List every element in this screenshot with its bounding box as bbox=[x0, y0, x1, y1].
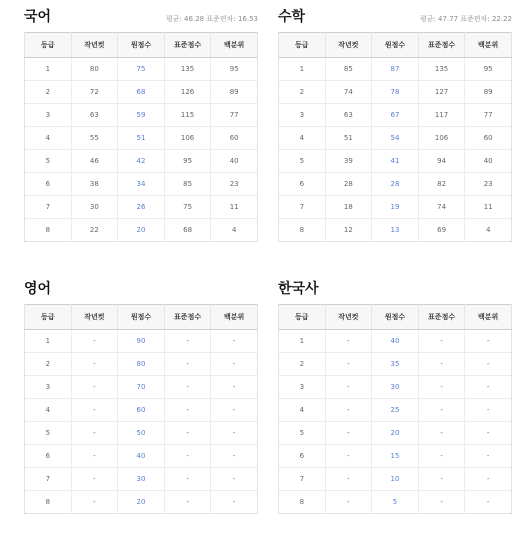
percentile-cell: 95 bbox=[211, 58, 258, 81]
last-year-cut-cell: - bbox=[71, 330, 118, 353]
column-header-grade: 등급 bbox=[25, 33, 72, 58]
panel-header bbox=[278, 4, 512, 26]
last-year-cut-cell: 80 bbox=[71, 58, 118, 81]
last-year-cut-cell: - bbox=[325, 376, 372, 399]
percentile-cell: - bbox=[465, 330, 512, 353]
raw-score-cell: 20 bbox=[118, 219, 165, 242]
percentile-cell: 77 bbox=[211, 104, 258, 127]
standard-score-cell: 135 bbox=[418, 58, 465, 81]
standard-score-cell: - bbox=[164, 445, 211, 468]
grade-cell: 6 bbox=[25, 445, 72, 468]
percentile-cell: 95 bbox=[465, 58, 512, 81]
last-year-cut-cell: 18 bbox=[325, 196, 372, 219]
english-panel bbox=[24, 276, 258, 514]
grade-cell: 4 bbox=[279, 399, 326, 422]
percentile-cell: - bbox=[211, 468, 258, 491]
stats-summary: 평균: 46.28 표준편차: 16.53 bbox=[165, 15, 258, 23]
grade-cell: 2 bbox=[25, 81, 72, 104]
raw-score-cell: 28 bbox=[372, 173, 419, 196]
grade-cell: 6 bbox=[279, 445, 326, 468]
raw-score-cell: 78 bbox=[372, 81, 419, 104]
table-header-row bbox=[279, 33, 512, 58]
percentile-cell: - bbox=[211, 422, 258, 445]
standard-score-cell: 127 bbox=[418, 81, 465, 104]
table-row bbox=[25, 330, 258, 353]
column-header-standard-score: 표준점수 bbox=[418, 305, 465, 330]
table-row bbox=[279, 330, 512, 353]
table-row bbox=[279, 399, 512, 422]
table-row bbox=[279, 219, 512, 242]
grade-cell: 1 bbox=[279, 58, 326, 81]
percentile-cell: - bbox=[211, 491, 258, 514]
raw-score-cell: 40 bbox=[372, 330, 419, 353]
column-header-percentile: 백분위 bbox=[211, 305, 258, 330]
table-row bbox=[25, 104, 258, 127]
last-year-cut-cell: - bbox=[325, 353, 372, 376]
raw-score-cell: 13 bbox=[372, 219, 419, 242]
table-header-row bbox=[279, 305, 512, 330]
grade-cell: 8 bbox=[25, 491, 72, 514]
subject-title: 영어 bbox=[24, 281, 52, 297]
table-header-row bbox=[25, 305, 258, 330]
korean-panel bbox=[24, 4, 258, 242]
table-row bbox=[279, 173, 512, 196]
last-year-cut-cell: - bbox=[325, 422, 372, 445]
last-year-cut-cell: 22 bbox=[71, 219, 118, 242]
percentile-cell: - bbox=[465, 353, 512, 376]
table-row bbox=[25, 422, 258, 445]
grade-cell: 7 bbox=[279, 468, 326, 491]
raw-score-cell: 80 bbox=[118, 353, 165, 376]
grade-cell: 2 bbox=[25, 353, 72, 376]
raw-score-cell: 50 bbox=[118, 422, 165, 445]
table-row bbox=[25, 376, 258, 399]
column-header-percentile: 백분위 bbox=[465, 33, 512, 58]
raw-score-cell: 68 bbox=[118, 81, 165, 104]
last-year-cut-cell: 72 bbox=[71, 81, 118, 104]
last-year-cut-cell: - bbox=[71, 422, 118, 445]
last-year-cut-cell: 12 bbox=[325, 219, 372, 242]
grade-table bbox=[278, 304, 512, 514]
standard-score-cell: - bbox=[418, 468, 465, 491]
grade-cell: 5 bbox=[279, 150, 326, 173]
last-year-cut-cell: 85 bbox=[325, 58, 372, 81]
standard-score-cell: - bbox=[418, 376, 465, 399]
standard-score-cell: 115 bbox=[164, 104, 211, 127]
standard-score-cell: - bbox=[164, 353, 211, 376]
raw-score-cell: 51 bbox=[118, 127, 165, 150]
raw-score-cell: 59 bbox=[118, 104, 165, 127]
percentile-cell: - bbox=[211, 330, 258, 353]
standard-score-cell: 106 bbox=[418, 127, 465, 150]
column-header-last-year-cut: 작년컷 bbox=[71, 33, 118, 58]
column-header-standard-score: 표준점수 bbox=[164, 305, 211, 330]
raw-score-cell: 42 bbox=[118, 150, 165, 173]
last-year-cut-cell: - bbox=[71, 399, 118, 422]
grade-cell: 4 bbox=[25, 399, 72, 422]
percentile-cell: 11 bbox=[465, 196, 512, 219]
grade-cell: 8 bbox=[279, 219, 326, 242]
grade-cell: 3 bbox=[25, 104, 72, 127]
last-year-cut-cell: - bbox=[71, 353, 118, 376]
last-year-cut-cell: 74 bbox=[325, 81, 372, 104]
raw-score-cell: 67 bbox=[372, 104, 419, 127]
raw-score-cell: 5 bbox=[372, 491, 419, 514]
standard-score-cell: 75 bbox=[164, 196, 211, 219]
raw-score-cell: 35 bbox=[372, 353, 419, 376]
grade-cell: 2 bbox=[279, 81, 326, 104]
raw-score-cell: 40 bbox=[118, 445, 165, 468]
percentile-cell: 77 bbox=[465, 104, 512, 127]
table-row bbox=[279, 104, 512, 127]
percentile-cell: 11 bbox=[211, 196, 258, 219]
raw-score-cell: 41 bbox=[372, 150, 419, 173]
standard-score-cell: 135 bbox=[164, 58, 211, 81]
last-year-cut-cell: 28 bbox=[325, 173, 372, 196]
table-row bbox=[279, 150, 512, 173]
table-row bbox=[279, 127, 512, 150]
standard-score-cell: 106 bbox=[164, 127, 211, 150]
raw-score-cell: 30 bbox=[372, 376, 419, 399]
table-row bbox=[25, 219, 258, 242]
grade-table bbox=[24, 304, 258, 514]
grade-table bbox=[278, 32, 512, 242]
column-header-raw-score: 원점수 bbox=[372, 33, 419, 58]
standard-score-cell: 95 bbox=[164, 150, 211, 173]
column-header-raw-score: 원점수 bbox=[118, 33, 165, 58]
raw-score-cell: 20 bbox=[118, 491, 165, 514]
percentile-cell: 23 bbox=[465, 173, 512, 196]
panel-header bbox=[24, 4, 258, 26]
last-year-cut-cell: 63 bbox=[71, 104, 118, 127]
column-header-grade: 등급 bbox=[279, 33, 326, 58]
standard-score-cell: 85 bbox=[164, 173, 211, 196]
raw-score-cell: 75 bbox=[118, 58, 165, 81]
grade-cell: 3 bbox=[279, 376, 326, 399]
grade-cell: 8 bbox=[279, 491, 326, 514]
stats-summary: 평균: 47.77 표준편차: 22.22 bbox=[419, 15, 512, 23]
standard-score-cell: - bbox=[164, 468, 211, 491]
last-year-cut-cell: 30 bbox=[71, 196, 118, 219]
raw-score-cell: 54 bbox=[372, 127, 419, 150]
last-year-cut-cell: - bbox=[325, 445, 372, 468]
last-year-cut-cell: - bbox=[325, 330, 372, 353]
percentile-cell: - bbox=[465, 445, 512, 468]
column-header-last-year-cut: 작년컷 bbox=[325, 33, 372, 58]
grade-cell: 3 bbox=[25, 376, 72, 399]
percentile-cell: - bbox=[465, 422, 512, 445]
last-year-cut-cell: - bbox=[325, 399, 372, 422]
column-header-last-year-cut: 작년컷 bbox=[71, 305, 118, 330]
standard-score-cell: - bbox=[418, 330, 465, 353]
column-header-standard-score: 표준점수 bbox=[418, 33, 465, 58]
subject-title: 한국사 bbox=[278, 281, 319, 297]
table-row bbox=[25, 150, 258, 173]
column-header-grade: 등급 bbox=[25, 305, 72, 330]
table-row bbox=[25, 491, 258, 514]
percentile-cell: 40 bbox=[465, 150, 512, 173]
percentile-cell: 23 bbox=[211, 173, 258, 196]
panel-header bbox=[278, 276, 512, 298]
raw-score-cell: 34 bbox=[118, 173, 165, 196]
math-panel bbox=[278, 4, 512, 242]
standard-score-cell: 126 bbox=[164, 81, 211, 104]
percentile-cell: - bbox=[211, 376, 258, 399]
standard-score-cell: 117 bbox=[418, 104, 465, 127]
standard-score-cell: - bbox=[164, 330, 211, 353]
raw-score-cell: 19 bbox=[372, 196, 419, 219]
table-row bbox=[279, 81, 512, 104]
percentile-cell: 40 bbox=[211, 150, 258, 173]
grade-cell: 4 bbox=[25, 127, 72, 150]
standard-score-cell: - bbox=[164, 422, 211, 445]
standard-score-cell: 68 bbox=[164, 219, 211, 242]
table-row bbox=[25, 173, 258, 196]
last-year-cut-cell: 55 bbox=[71, 127, 118, 150]
percentile-cell: - bbox=[465, 491, 512, 514]
subject-title: 국어 bbox=[24, 9, 52, 25]
table-row bbox=[25, 353, 258, 376]
korean-history-panel bbox=[278, 276, 512, 514]
table-row bbox=[279, 422, 512, 445]
grade-cell: 4 bbox=[279, 127, 326, 150]
percentile-cell: 60 bbox=[211, 127, 258, 150]
standard-score-cell: - bbox=[418, 445, 465, 468]
percentile-cell: 89 bbox=[211, 81, 258, 104]
raw-score-cell: 25 bbox=[372, 399, 419, 422]
table-row bbox=[279, 491, 512, 514]
last-year-cut-cell: - bbox=[71, 376, 118, 399]
standard-score-cell: - bbox=[164, 376, 211, 399]
standard-score-cell: 69 bbox=[418, 219, 465, 242]
percentile-cell: - bbox=[211, 353, 258, 376]
last-year-cut-cell: - bbox=[325, 468, 372, 491]
table-row bbox=[279, 353, 512, 376]
percentile-cell: 89 bbox=[465, 81, 512, 104]
percentile-cell: - bbox=[465, 468, 512, 491]
grade-cell: 3 bbox=[279, 104, 326, 127]
grade-cell: 8 bbox=[25, 219, 72, 242]
percentile-cell: - bbox=[465, 376, 512, 399]
percentile-cell: - bbox=[211, 399, 258, 422]
table-row bbox=[25, 445, 258, 468]
table-row bbox=[279, 376, 512, 399]
last-year-cut-cell: 46 bbox=[71, 150, 118, 173]
standard-score-cell: - bbox=[164, 491, 211, 514]
grade-cell: 5 bbox=[25, 422, 72, 445]
standard-score-cell: 94 bbox=[418, 150, 465, 173]
standard-score-cell: - bbox=[418, 353, 465, 376]
subject-title: 수학 bbox=[278, 9, 306, 25]
last-year-cut-cell: - bbox=[71, 468, 118, 491]
table-header-row bbox=[25, 33, 258, 58]
table-row bbox=[25, 399, 258, 422]
grade-table bbox=[24, 32, 258, 242]
standard-score-cell: - bbox=[418, 399, 465, 422]
percentile-cell: - bbox=[465, 399, 512, 422]
grade-cell: 1 bbox=[25, 330, 72, 353]
last-year-cut-cell: 38 bbox=[71, 173, 118, 196]
percentile-cell: 4 bbox=[211, 219, 258, 242]
last-year-cut-cell: - bbox=[71, 491, 118, 514]
table-row bbox=[25, 127, 258, 150]
table-row bbox=[279, 58, 512, 81]
raw-score-cell: 20 bbox=[372, 422, 419, 445]
grade-cell: 6 bbox=[25, 173, 72, 196]
percentile-cell: 60 bbox=[465, 127, 512, 150]
raw-score-cell: 30 bbox=[118, 468, 165, 491]
raw-score-cell: 70 bbox=[118, 376, 165, 399]
standard-score-cell: - bbox=[418, 422, 465, 445]
raw-score-cell: 26 bbox=[118, 196, 165, 219]
standard-score-cell: 82 bbox=[418, 173, 465, 196]
last-year-cut-cell: 51 bbox=[325, 127, 372, 150]
raw-score-cell: 90 bbox=[118, 330, 165, 353]
standard-score-cell: 74 bbox=[418, 196, 465, 219]
grade-cell: 7 bbox=[25, 468, 72, 491]
grade-cell: 7 bbox=[279, 196, 326, 219]
last-year-cut-cell: 39 bbox=[325, 150, 372, 173]
table-row bbox=[25, 196, 258, 219]
raw-score-cell: 10 bbox=[372, 468, 419, 491]
column-header-raw-score: 원점수 bbox=[372, 305, 419, 330]
column-header-last-year-cut: 작년컷 bbox=[325, 305, 372, 330]
raw-score-cell: 60 bbox=[118, 399, 165, 422]
grade-cell: 5 bbox=[279, 422, 326, 445]
standard-score-cell: - bbox=[164, 399, 211, 422]
standard-score-cell: - bbox=[418, 491, 465, 514]
grade-cell: 6 bbox=[279, 173, 326, 196]
last-year-cut-cell: 63 bbox=[325, 104, 372, 127]
grade-cell: 5 bbox=[25, 150, 72, 173]
grade-cell: 1 bbox=[279, 330, 326, 353]
last-year-cut-cell: - bbox=[325, 491, 372, 514]
column-header-grade: 등급 bbox=[279, 305, 326, 330]
table-row bbox=[279, 445, 512, 468]
table-row bbox=[279, 468, 512, 491]
column-header-percentile: 백분위 bbox=[465, 305, 512, 330]
raw-score-cell: 15 bbox=[372, 445, 419, 468]
panel-header bbox=[24, 276, 258, 298]
column-header-standard-score: 표준점수 bbox=[164, 33, 211, 58]
percentile-cell: - bbox=[211, 445, 258, 468]
raw-score-cell: 87 bbox=[372, 58, 419, 81]
table-row bbox=[25, 58, 258, 81]
last-year-cut-cell: - bbox=[71, 445, 118, 468]
table-row bbox=[25, 468, 258, 491]
grade-cell: 1 bbox=[25, 58, 72, 81]
column-header-percentile: 백분위 bbox=[211, 33, 258, 58]
grade-cell: 7 bbox=[25, 196, 72, 219]
percentile-cell: 4 bbox=[465, 219, 512, 242]
column-header-raw-score: 원점수 bbox=[118, 305, 165, 330]
table-row bbox=[279, 196, 512, 219]
grade-cell: 2 bbox=[279, 353, 326, 376]
table-row bbox=[25, 81, 258, 104]
